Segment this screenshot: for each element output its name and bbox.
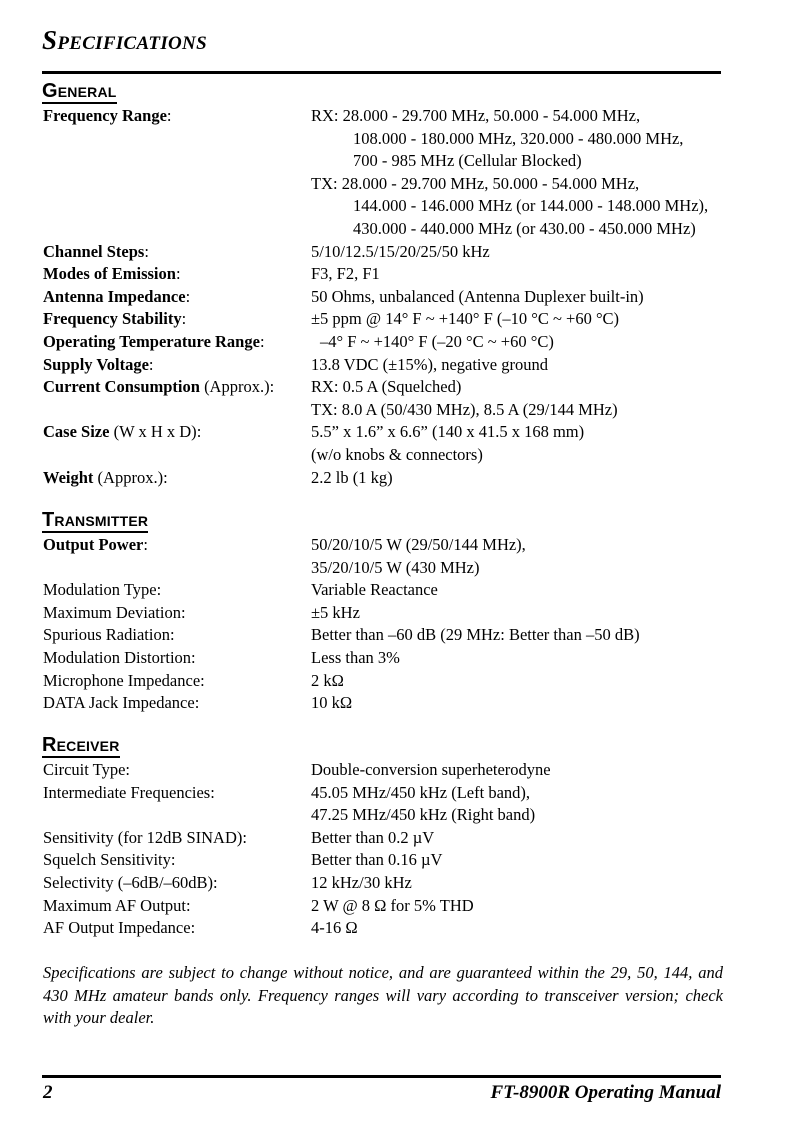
spec-label-colon: :	[166, 106, 172, 125]
spec-label-bold: Channel Steps	[43, 241, 145, 261]
spec-row	[43, 308, 723, 331]
spec-value-line: Variable Reactance	[311, 580, 438, 600]
spec-value	[311, 872, 723, 895]
spec-row	[43, 917, 723, 940]
spec-list-general	[43, 105, 723, 489]
spec-value	[311, 331, 723, 354]
spec-value-line: TX: 8.0 A (50/430 MHz), 8.5 A (29/144 MHz)	[311, 399, 618, 419]
section-heading-receiver: Receiver	[42, 734, 120, 756]
spec-label-colon: :	[181, 309, 187, 329]
spec-value-line: 2.2 lb (1 kg)	[311, 467, 393, 487]
spec-label-colon: :	[125, 760, 130, 779]
spec-row	[43, 895, 723, 918]
spec-label-colon: :	[143, 535, 148, 554]
spec-label-plain: (W x H x D)	[109, 422, 197, 442]
spec-label	[43, 241, 311, 264]
spec-row	[43, 421, 723, 466]
spec-value	[311, 376, 723, 421]
spec-label	[43, 849, 311, 872]
spec-label-colon: :	[170, 850, 176, 870]
spec-label-colon: :	[242, 827, 247, 847]
spec-label	[43, 782, 311, 827]
spec-value	[311, 105, 723, 241]
spec-label	[43, 602, 311, 625]
spec-label	[43, 376, 311, 421]
spec-value	[311, 895, 723, 918]
spec-label-plain: Maximum AF Output	[43, 895, 187, 915]
title-rule	[42, 71, 721, 74]
spec-label-plain: Squelch Sensitivity	[43, 850, 171, 870]
spec-label-plain: Circuit Type	[43, 760, 126, 779]
spec-label-bold: Modes of Emission	[43, 264, 176, 284]
page-number: 2	[43, 1082, 53, 1103]
spec-label-bold: Frequency Range	[43, 106, 167, 125]
spec-label-colon: :	[259, 331, 265, 351]
spec-label-bold: Antenna Impedance	[43, 286, 186, 306]
spec-value-line: Better than –60 dB (29 MHz: Better than –50 dB)	[311, 625, 640, 645]
spec-label	[43, 579, 311, 602]
spec-label-colon: :	[269, 377, 275, 397]
spec-label-colon: :	[190, 918, 196, 938]
spec-value-line: 430.000 - 440.000 MHz (or 430.00 - 450.000 MHz)	[353, 218, 696, 238]
spec-value-line: 700 - 985 MHz (Cellular Blocked)	[353, 151, 582, 171]
spec-label-colon: :	[191, 647, 196, 667]
spec-value	[311, 624, 723, 647]
spec-label	[43, 895, 311, 918]
page-title: Specifications	[42, 25, 207, 55]
spec-value-line: 5.5” x 1.6” x 6.6” (140 x 41.5 x 168 mm)	[311, 422, 585, 442]
spec-value	[311, 263, 723, 286]
spec-label-colon: :	[175, 264, 181, 284]
spec-label	[43, 105, 311, 241]
spec-label-bold: Weight	[43, 467, 94, 487]
spec-label	[43, 827, 311, 850]
spec-label	[43, 759, 311, 782]
spec-row	[43, 647, 723, 670]
manual-title: FT-8900R Operating Manual	[490, 1082, 721, 1103]
spec-value-line: 2 W @ 8 Ω for 5% THD	[311, 895, 474, 915]
spec-value	[311, 534, 723, 579]
spec-row	[43, 241, 723, 264]
spec-value	[311, 579, 723, 602]
spec-label	[43, 872, 311, 895]
spec-row	[43, 872, 723, 895]
spec-label	[43, 692, 311, 715]
section-heading-transmitter: Transmitter	[42, 509, 149, 531]
spec-value-line: 50 Ohms, unbalanced (Antenna Duplexer built-in)	[311, 286, 644, 306]
spec-value	[311, 849, 723, 872]
spec-row	[43, 376, 723, 421]
spec-value-line: Double-conversion superheterodyne	[311, 760, 551, 779]
spec-value	[311, 917, 723, 940]
spec-label-bold: Frequency Stability	[43, 309, 182, 329]
spec-label	[43, 624, 311, 647]
spec-label-plain: Selectivity (–6dB/–60dB)	[43, 872, 214, 892]
spec-value-line: 12 kHz/30 kHz	[311, 872, 412, 892]
spec-label-plain: AF Output Impedance	[43, 918, 191, 938]
spec-value-line: 4-16 Ω	[311, 918, 358, 938]
spec-value-line: 35/20/10/5 W (430 MHz)	[311, 557, 480, 577]
spec-value-line: ±5 kHz	[311, 602, 360, 622]
spec-row	[43, 467, 723, 490]
spec-label-colon: :	[148, 354, 154, 374]
spec-label	[43, 917, 311, 940]
spec-row	[43, 602, 723, 625]
spec-label-colon: :	[144, 241, 149, 261]
spec-label-colon: :	[185, 286, 191, 306]
spec-label-colon: :	[169, 625, 175, 645]
spec-value-line: –4° F ~ +140° F (–20 °C ~ +60 °C)	[320, 331, 554, 351]
spec-label-colon: :	[194, 693, 200, 713]
spec-value	[311, 692, 723, 715]
spec-label-plain: Modulation Type	[43, 580, 157, 600]
spec-label	[43, 670, 311, 693]
spec-label-colon: :	[210, 782, 215, 802]
spec-value	[311, 782, 723, 827]
spec-row	[43, 331, 723, 354]
spec-value-line: 108.000 - 180.000 MHz, 320.000 - 480.000 MHz,	[353, 128, 684, 148]
spec-label-plain: (Approx.)	[93, 467, 164, 487]
spec-label-bold: Case Size	[43, 422, 110, 442]
spec-value	[311, 759, 723, 782]
spec-label-colon: :	[156, 580, 162, 600]
spec-value-line: RX: 28.000 - 29.700 MHz, 50.000 - 54.000 MHz,	[311, 106, 641, 125]
spec-row	[43, 263, 723, 286]
spec-label-bold: Output Power	[43, 535, 144, 554]
spec-row	[43, 105, 723, 241]
spec-row	[43, 759, 723, 782]
section-heading-general: General	[42, 80, 117, 102]
spec-value-line: RX: 0.5 A (Squelched)	[311, 377, 462, 397]
spec-value-line: ±5 ppm @ 14° F ~ +140° F (–10 °C ~ +60 °C)	[311, 309, 620, 329]
spec-row	[43, 354, 723, 377]
spec-value-line: 45.05 MHz/450 kHz (Left band),	[311, 782, 531, 802]
spec-value	[311, 827, 723, 850]
spec-value	[311, 670, 723, 693]
spec-row	[43, 670, 723, 693]
spec-value	[311, 602, 723, 625]
spec-label	[43, 647, 311, 670]
spec-value-line: Less than 3%	[311, 647, 400, 667]
specifications-footnote: Specifications are subject to change without notice, and are guaranteed within the 29, 50, 144, and 430 MHz amateur bands only. Frequency ranges will vary according to transceiver version; check with your dealer.	[43, 963, 723, 1028]
spec-value-line: 5/10/12.5/15/20/25/50 kHz	[311, 241, 490, 261]
spec-value-line: 13.8 VDC (±15%), negative ground	[311, 354, 548, 374]
spec-value	[311, 467, 723, 490]
spec-row	[43, 827, 723, 850]
spec-value-line: (w/o knobs & connectors)	[311, 444, 483, 464]
spec-label-colon: :	[186, 895, 191, 915]
spec-value-line: 144.000 - 146.000 MHz (or 144.000 - 148.000 MHz),	[353, 196, 709, 216]
spec-value	[311, 421, 723, 466]
spec-label-plain: Intermediate Frequencies	[43, 782, 211, 802]
spec-row	[43, 579, 723, 602]
spec-list-transmitter	[43, 534, 723, 715]
spec-value-line: 47.25 MHz/450 kHz (Right band)	[311, 805, 536, 825]
spec-value	[311, 647, 723, 670]
spec-label	[43, 331, 311, 354]
spec-value-line: 2 kΩ	[311, 670, 344, 690]
spec-value-line: TX: 28.000 - 29.700 MHz, 50.000 - 54.000 MHz,	[311, 173, 640, 193]
spec-label-plain: Microphone Impedance	[43, 670, 201, 690]
spec-label-colon: :	[180, 602, 186, 622]
spec-value	[311, 286, 723, 309]
spec-label	[43, 354, 311, 377]
spec-label-plain: Maximum Deviation	[43, 602, 181, 622]
spec-row	[43, 624, 723, 647]
spec-list-receiver	[43, 759, 723, 940]
spec-value-line: F3, F2, F1	[311, 264, 380, 284]
spec-row	[43, 692, 723, 715]
spec-label-bold: Supply Voltage	[43, 354, 149, 374]
spec-value-line: 50/20/10/5 W (29/50/144 MHz),	[311, 535, 526, 554]
spec-label-colon: :	[196, 422, 202, 442]
spec-label-plain: DATA Jack Impedance	[43, 693, 195, 713]
spec-value-line: 10 kΩ	[311, 693, 353, 713]
spec-label-bold: Current Consumption	[43, 377, 200, 397]
spec-label-plain: Sensitivity (for 12dB SINAD)	[43, 827, 243, 847]
spec-label-plain: Modulation Distortion	[43, 647, 192, 667]
spec-label	[43, 286, 311, 309]
spec-row	[43, 849, 723, 872]
spec-label-colon: :	[163, 467, 168, 487]
spec-label	[43, 467, 311, 490]
spec-value	[311, 308, 723, 331]
spec-label-colon: :	[200, 670, 205, 690]
spec-value	[311, 241, 723, 264]
spec-label	[43, 308, 311, 331]
spec-label-plain: Spurious Radiation	[43, 625, 170, 645]
spec-label	[43, 263, 311, 286]
spec-label-colon: :	[213, 872, 218, 892]
spec-value-line: Better than 0.16 µV	[311, 850, 443, 870]
spec-value-line: Better than 0.2 µV	[311, 827, 435, 847]
spec-value	[311, 354, 723, 377]
spec-label-bold: Operating Temperature Range	[43, 331, 260, 351]
spec-row	[43, 286, 723, 309]
spec-label	[43, 534, 311, 579]
spec-label-plain: (Approx.)	[199, 377, 270, 397]
spec-label	[43, 421, 311, 466]
footer-rule	[42, 1075, 721, 1078]
spec-row	[43, 782, 723, 827]
spec-row	[43, 534, 723, 579]
